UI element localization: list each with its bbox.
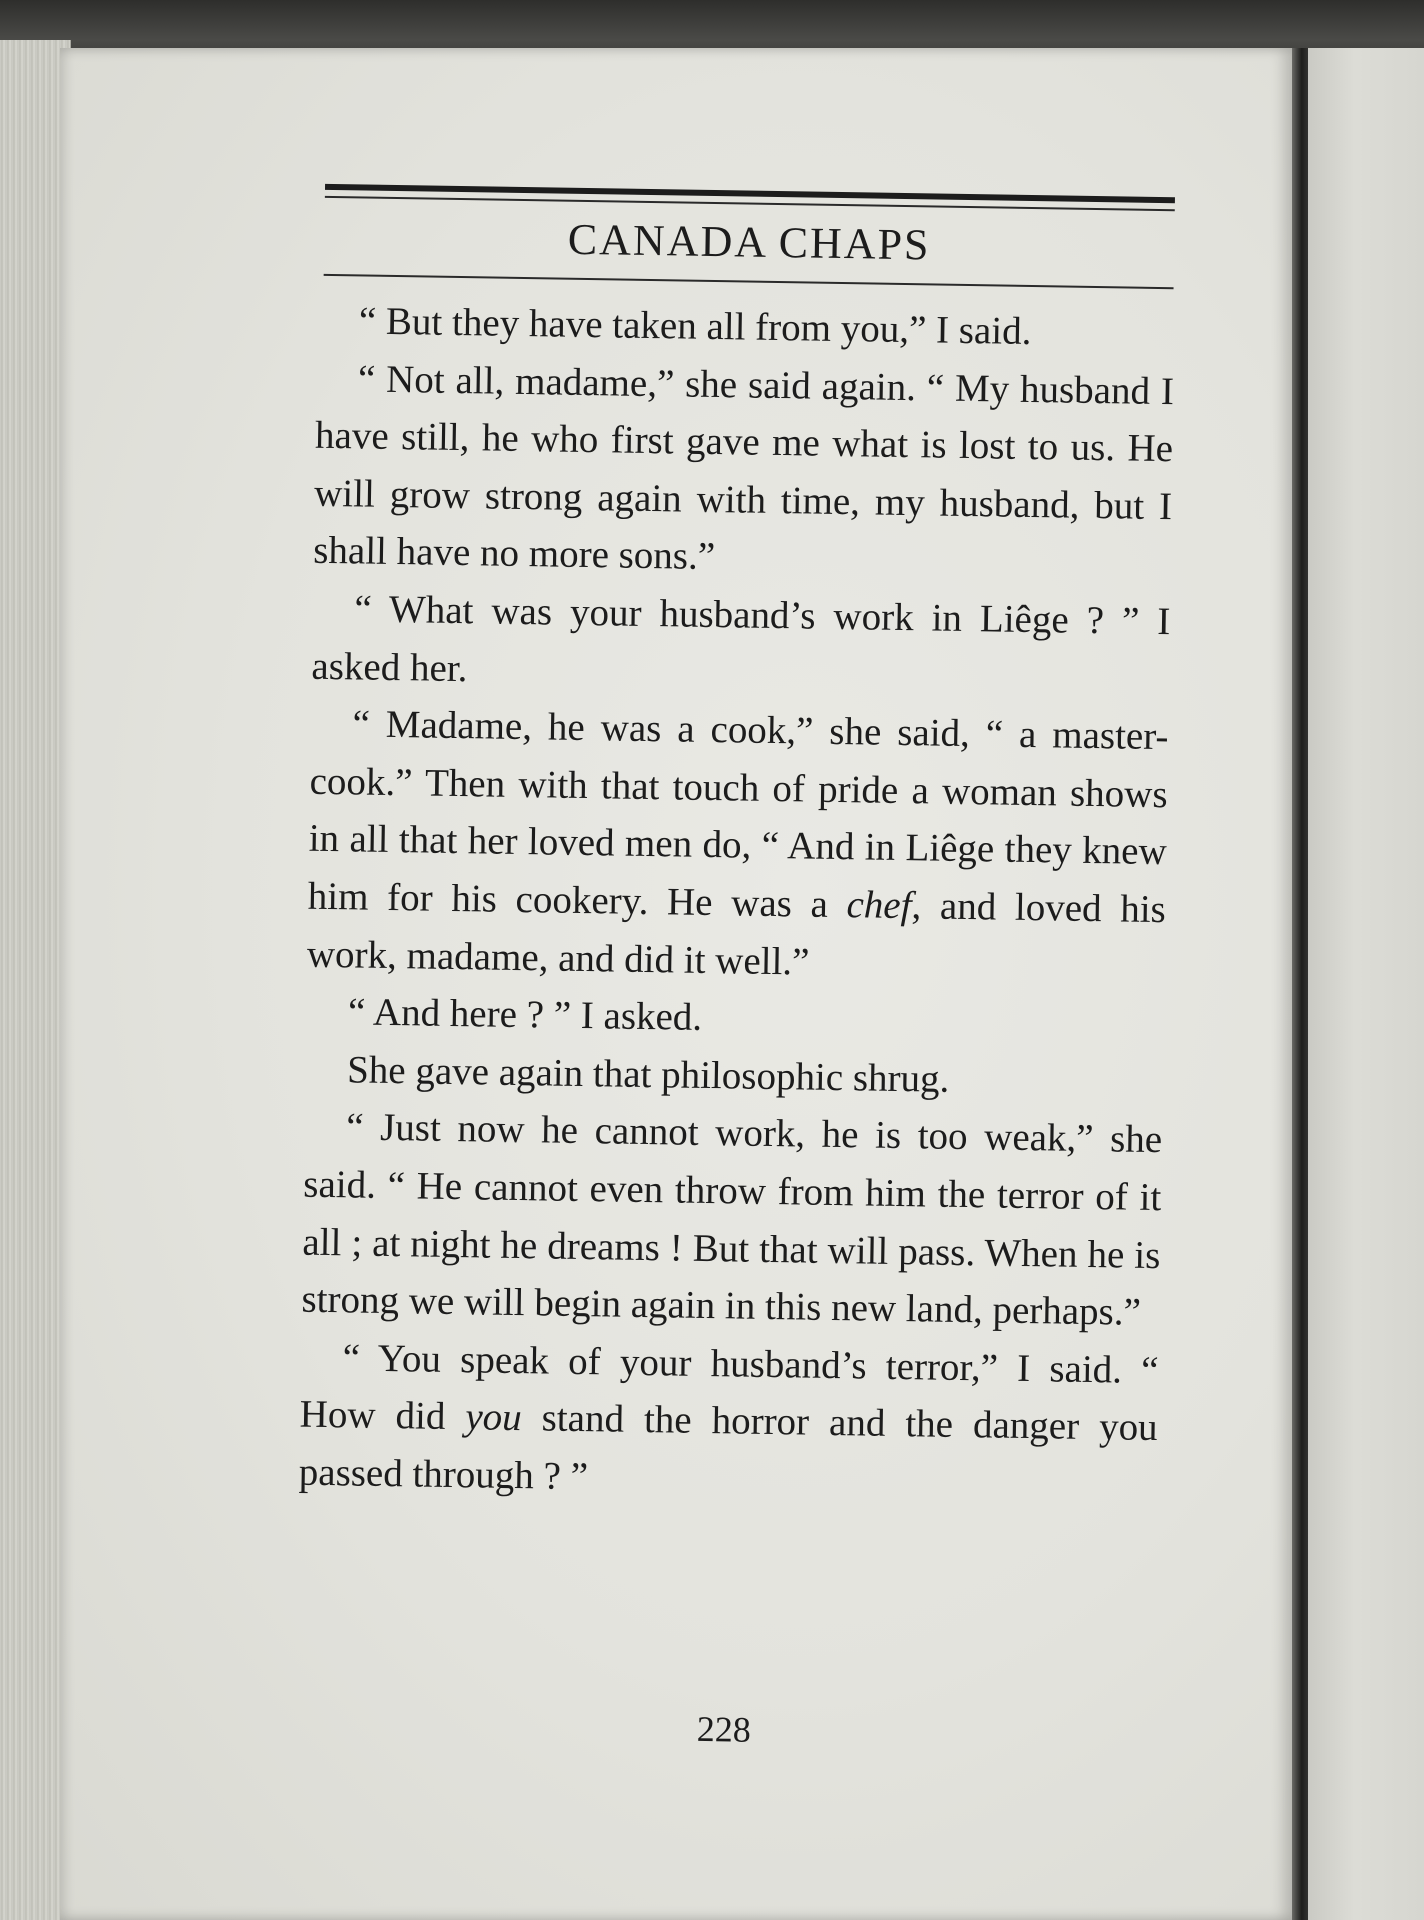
paragraph: “ But they have taken all from you,” I said. <box>358 299 1032 353</box>
paragraph: “ Not all, madame,” she said again. “ My husband I have still, he who first gave me what is lost to us. He will grow strong again with time, my husband, but I shall have no more sons.” <box>312 357 1175 579</box>
italic-word: chef <box>846 883 912 928</box>
book-gutter <box>1292 48 1308 1920</box>
paragraph: “ Just now he cannot work, he is too weak,” she said. “ He cannot even throw from him the terror of it all ; at night he dreams ! But that will pass. When he is strong we will begin again in this new land, perhaps.” <box>301 1105 1163 1334</box>
page-number: 228 <box>696 1708 752 1750</box>
paragraph: “ And here ? ” I asked. <box>347 990 703 1040</box>
italic-word: you <box>465 1395 523 1440</box>
paragraph: “ Madame, he was a cook,” she said, “ a master-cook.” Then with that touch of pride a woman shows in all that her loved men do, “ And in Liêge they knew him for his cookery. He was a chef, and loved his work, madame, and did it well.” <box>306 702 1169 984</box>
paragraph: “ You speak of your husband’s terror,” I said. “ How did you stand the horror and the danger you passed through ? ” <box>298 1335 1159 1499</box>
paragraph: She gave again that philosophic shrug. <box>346 1048 950 1101</box>
page-content <box>224 121 1180 1775</box>
body-text <box>298 292 1175 1515</box>
header-rule-thick <box>325 184 1175 203</box>
paragraph: “ What was your husband’s work in Liêge ? ” I asked her. <box>311 587 1171 690</box>
running-head: CANADA CHAPS <box>567 214 931 270</box>
facing-page-edge <box>1308 48 1424 1920</box>
header-rule-bottom <box>324 274 1174 289</box>
